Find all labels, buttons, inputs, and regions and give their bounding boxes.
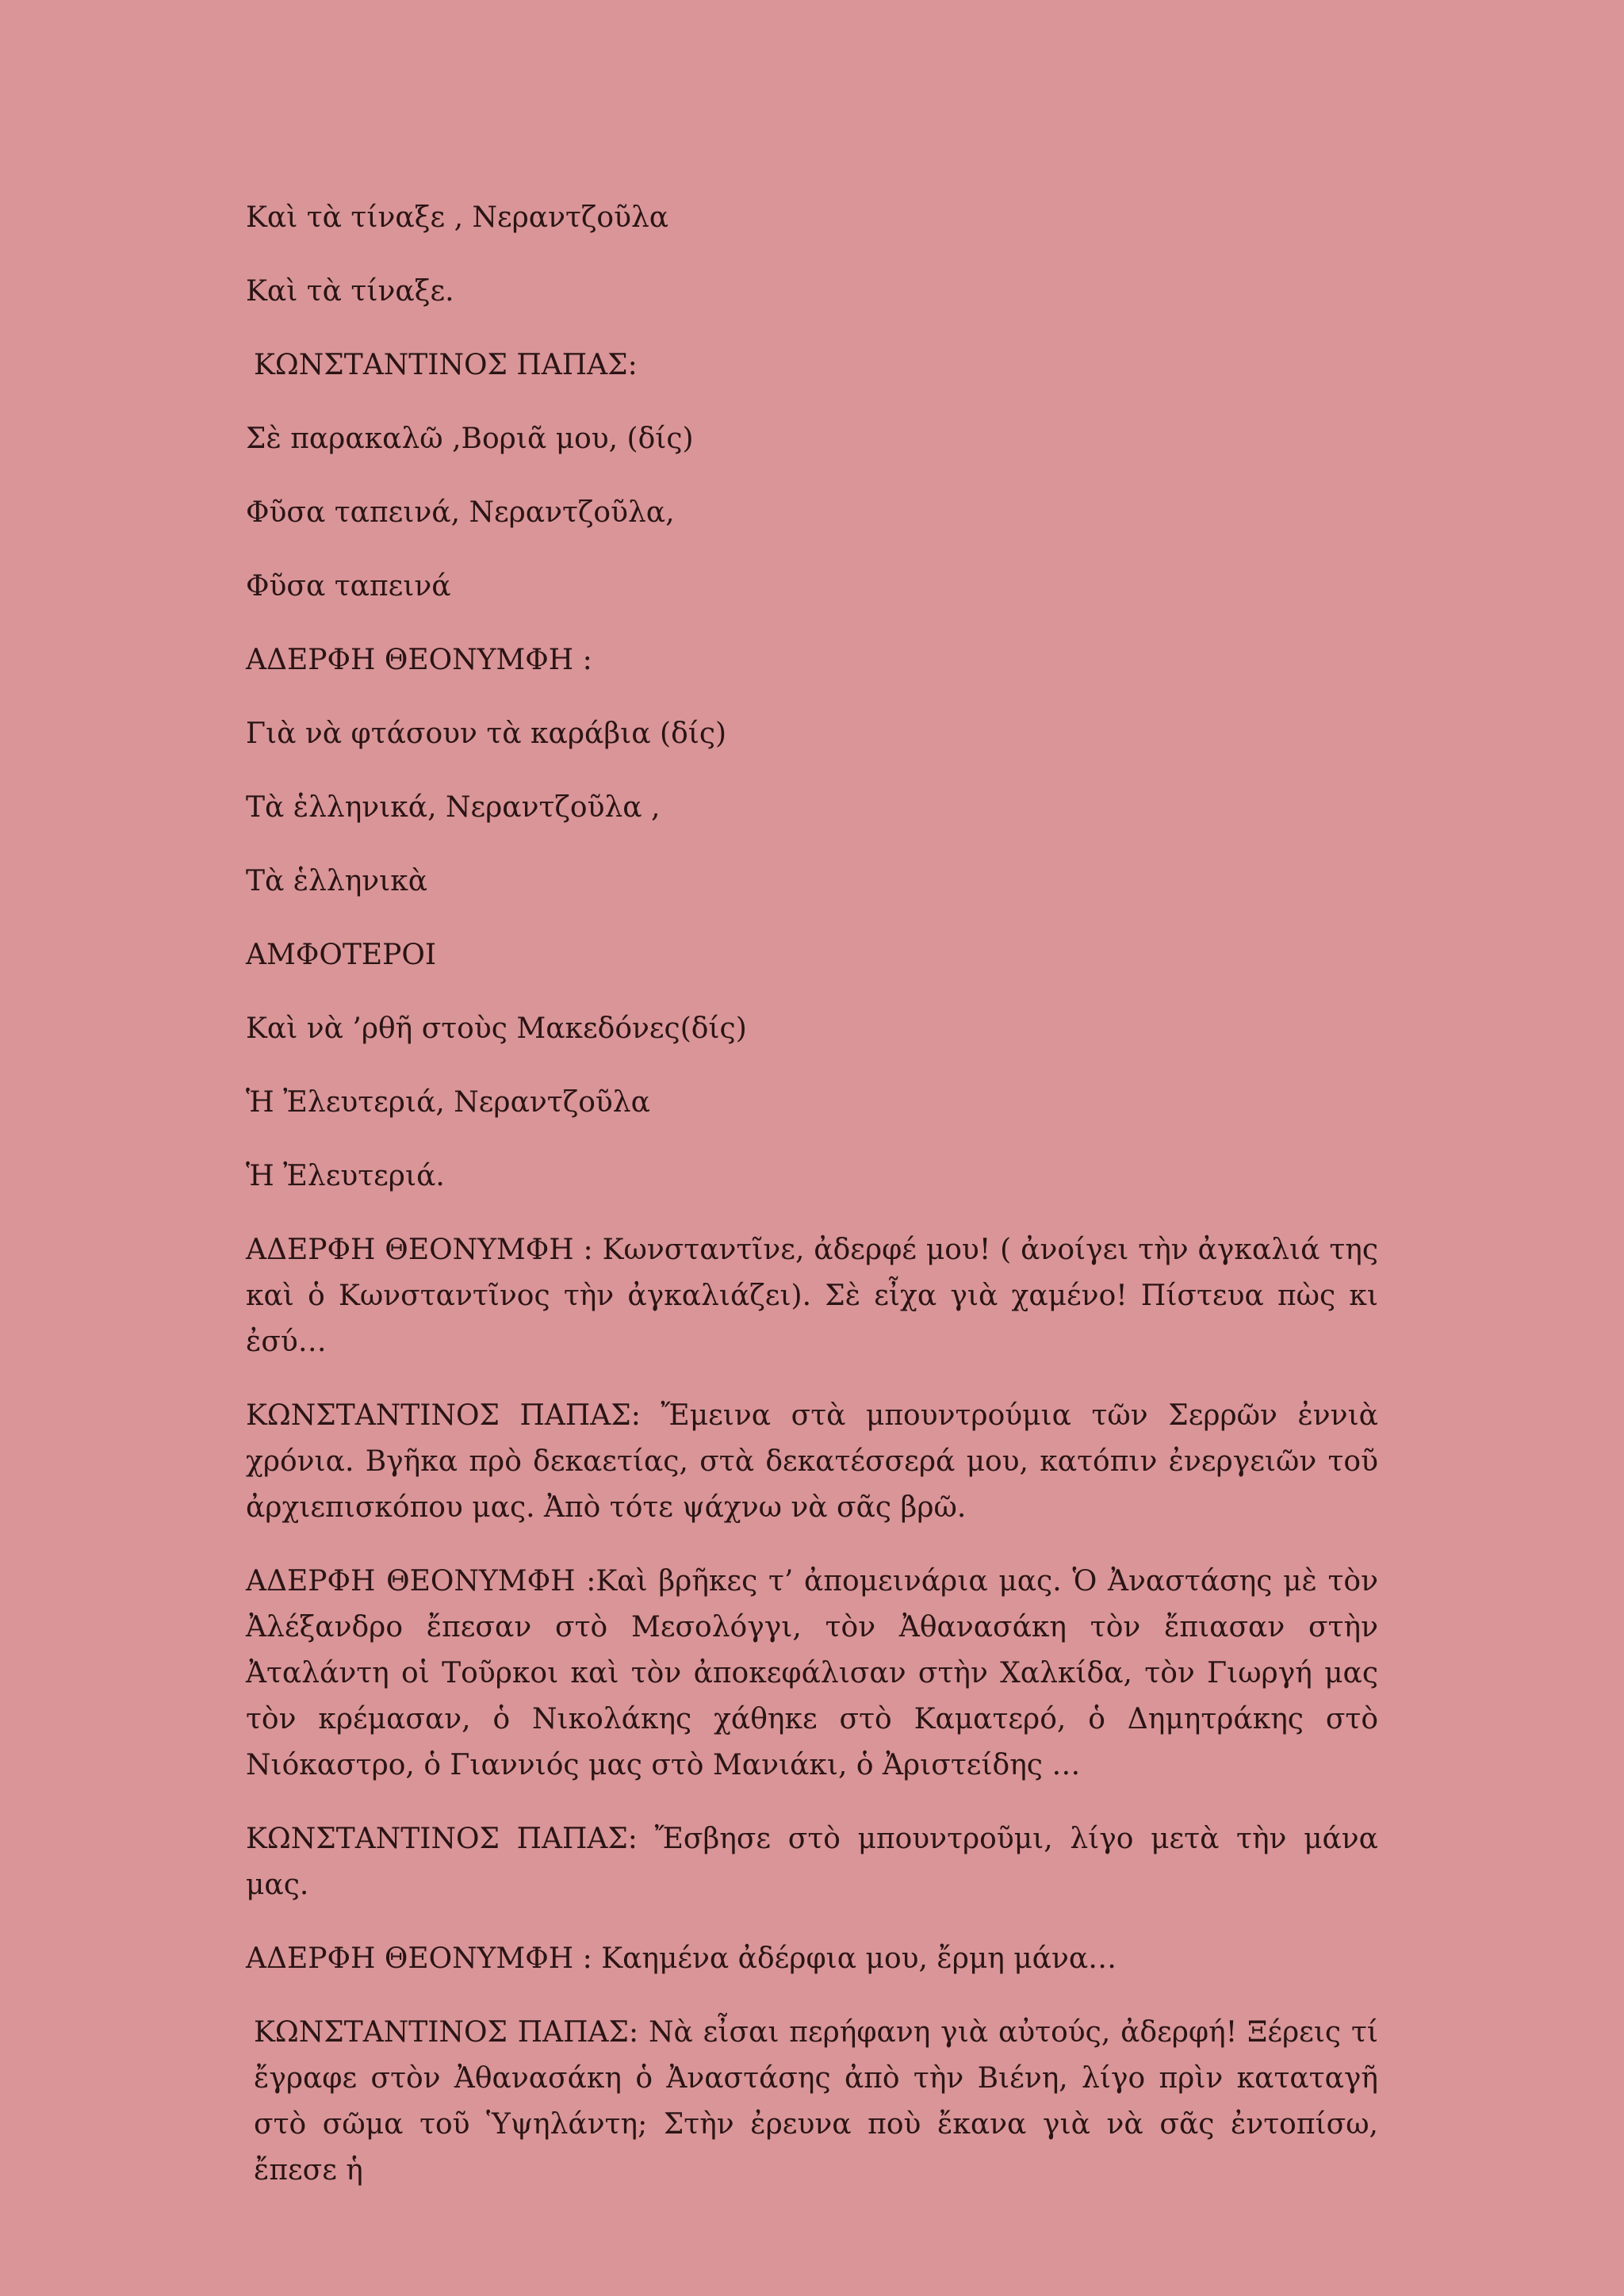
dialogue-paragraph: ΑΔΕΡΦΗ ΘΕΟΝΥΜΦΗ : Κωνσταντῖνε, ἀδερφέ μου! ( ἀνοίγει τὴν ἀγκαλιά της καὶ ὁ Κωνσταντῖνος τὴν ἀγκαλιάζει). Σὲ εἶχα γιὰ χαμένο! Πίστευα πὼς κι ἐσύ… <box>246 1234 1378 1358</box>
dialogue-paragraph: ΚΩΝΣΤΑΝΤΙΝΟΣ ΠΑΠΑΣ: Ἔμεινα στὰ μπουντρούμια τῶν Σερρῶν ἐννιὰ χρόνια. Βγῆκα πρὸ δεκαετίας, στὰ δεκατέσσερά μου, κατόπιν ἐνεργειῶν τοῦ ἀρχιεπισκόπου μας. Ἀπὸ τότε ψάχνω νὰ σᾶς βρῶ. <box>246 1399 1378 1524</box>
verse-line: Καὶ τὰ τίναξε. <box>246 275 454 308</box>
speaker-heading: ΚΩΝΣΤΑΝΤΙΝΟΣ ΠΑΠΑΣ: <box>254 349 638 381</box>
verse-line: Καὶ νὰ ’ρθῆ στοὺς Μακεδόνες(δίς) <box>246 1012 747 1045</box>
verse-line: Ἡ Ἐλευτεριά. <box>246 1160 445 1192</box>
dialogue-paragraph: ΑΔΕΡΦΗ ΘΕΟΝΥΜΦΗ :Καὶ βρῆκες τ’ ἀπομεινάρια μας. Ὁ Ἀναστάσης μὲ τὸν Ἀλέξανδρο ἔπεσαν στὸ Μεσολόγγι, τὸν Ἀθανασάκη τὸν ἔπιασαν στὴν Ἀταλάντη οἱ Τοῦρκοι καὶ τὸν ἀποκεφάλισαν στὴν Χαλκίδα, τὸν Γιωργή μας τὸν κρέμασαν, ὁ Νικολάκης χάθηκε στὸ Καματερό, ὁ Δημητράκης στὸ Νιόκαστρο, ὁ Γιαννιός μας στὸ Μανιάκι, ὁ Ἀριστείδης … <box>246 1565 1378 1781</box>
verse-line: Γιὰ νὰ φτάσουν τὰ καράβια (δίς) <box>246 718 727 750</box>
verse-line: Καὶ τὰ τίναξε , Νεραντζοῦλα <box>246 201 669 234</box>
dialogue-paragraph: ΚΩΝΣΤΑΝΤΙΝΟΣ ΠΑΠΑΣ: Ἔσβησε στὸ μπουντροῦμι, λίγο μετὰ τὴν μάνα μας. <box>246 1823 1378 1901</box>
verse-line: Τὰ ἑλληνικά, Νεραντζοῦλα , <box>246 791 661 824</box>
dialogue-paragraph: ΚΩΝΣΤΑΝΤΙΝΟΣ ΠΑΠΑΣ: Νὰ εἶσαι περήφανη γιὰ αὐτούς, ἀδερφή! Ξέρεις τί ἔγραφε στὸν Ἀθανασάκη ὁ Ἀναστάσης ἀπὸ τὴν Βιένη, λίγο πρὶν καταταγῆ στὸ σῶμα τοῦ Ὑψηλάντη; Στὴν ἐρευνα ποὺ ἔκανα γιὰ νὰ σᾶς ἐντοπίσω, ἔπεσε ἡ <box>254 2016 1378 2187</box>
verse-line: Ἡ Ἐλευτεριά, Νεραντζοῦλα <box>246 1086 650 1119</box>
verse-line: Σὲ παρακαλῶ ,Βοριᾶ μου, (δίς) <box>246 423 694 455</box>
speaker-heading: ΑΔΕΡΦΗ ΘΕΟΝΥΜΦΗ : <box>246 644 592 676</box>
dialogue-paragraph: ΑΔΕΡΦΗ ΘΕΟΝΥΜΦΗ : Καημένα ἀδέρφια μου, ἔρμη μάνα… <box>246 1942 1117 1975</box>
verse-line: Φῦσα ταπεινά, Νεραντζοῦλα, <box>246 496 675 529</box>
verse-line: Φῦσα ταπεινά <box>246 570 451 603</box>
speaker-heading: ΑΜΦΟΤΕΡΟΙ <box>246 939 437 971</box>
verse-line: Τὰ ἑλληνικὰ <box>246 865 428 897</box>
